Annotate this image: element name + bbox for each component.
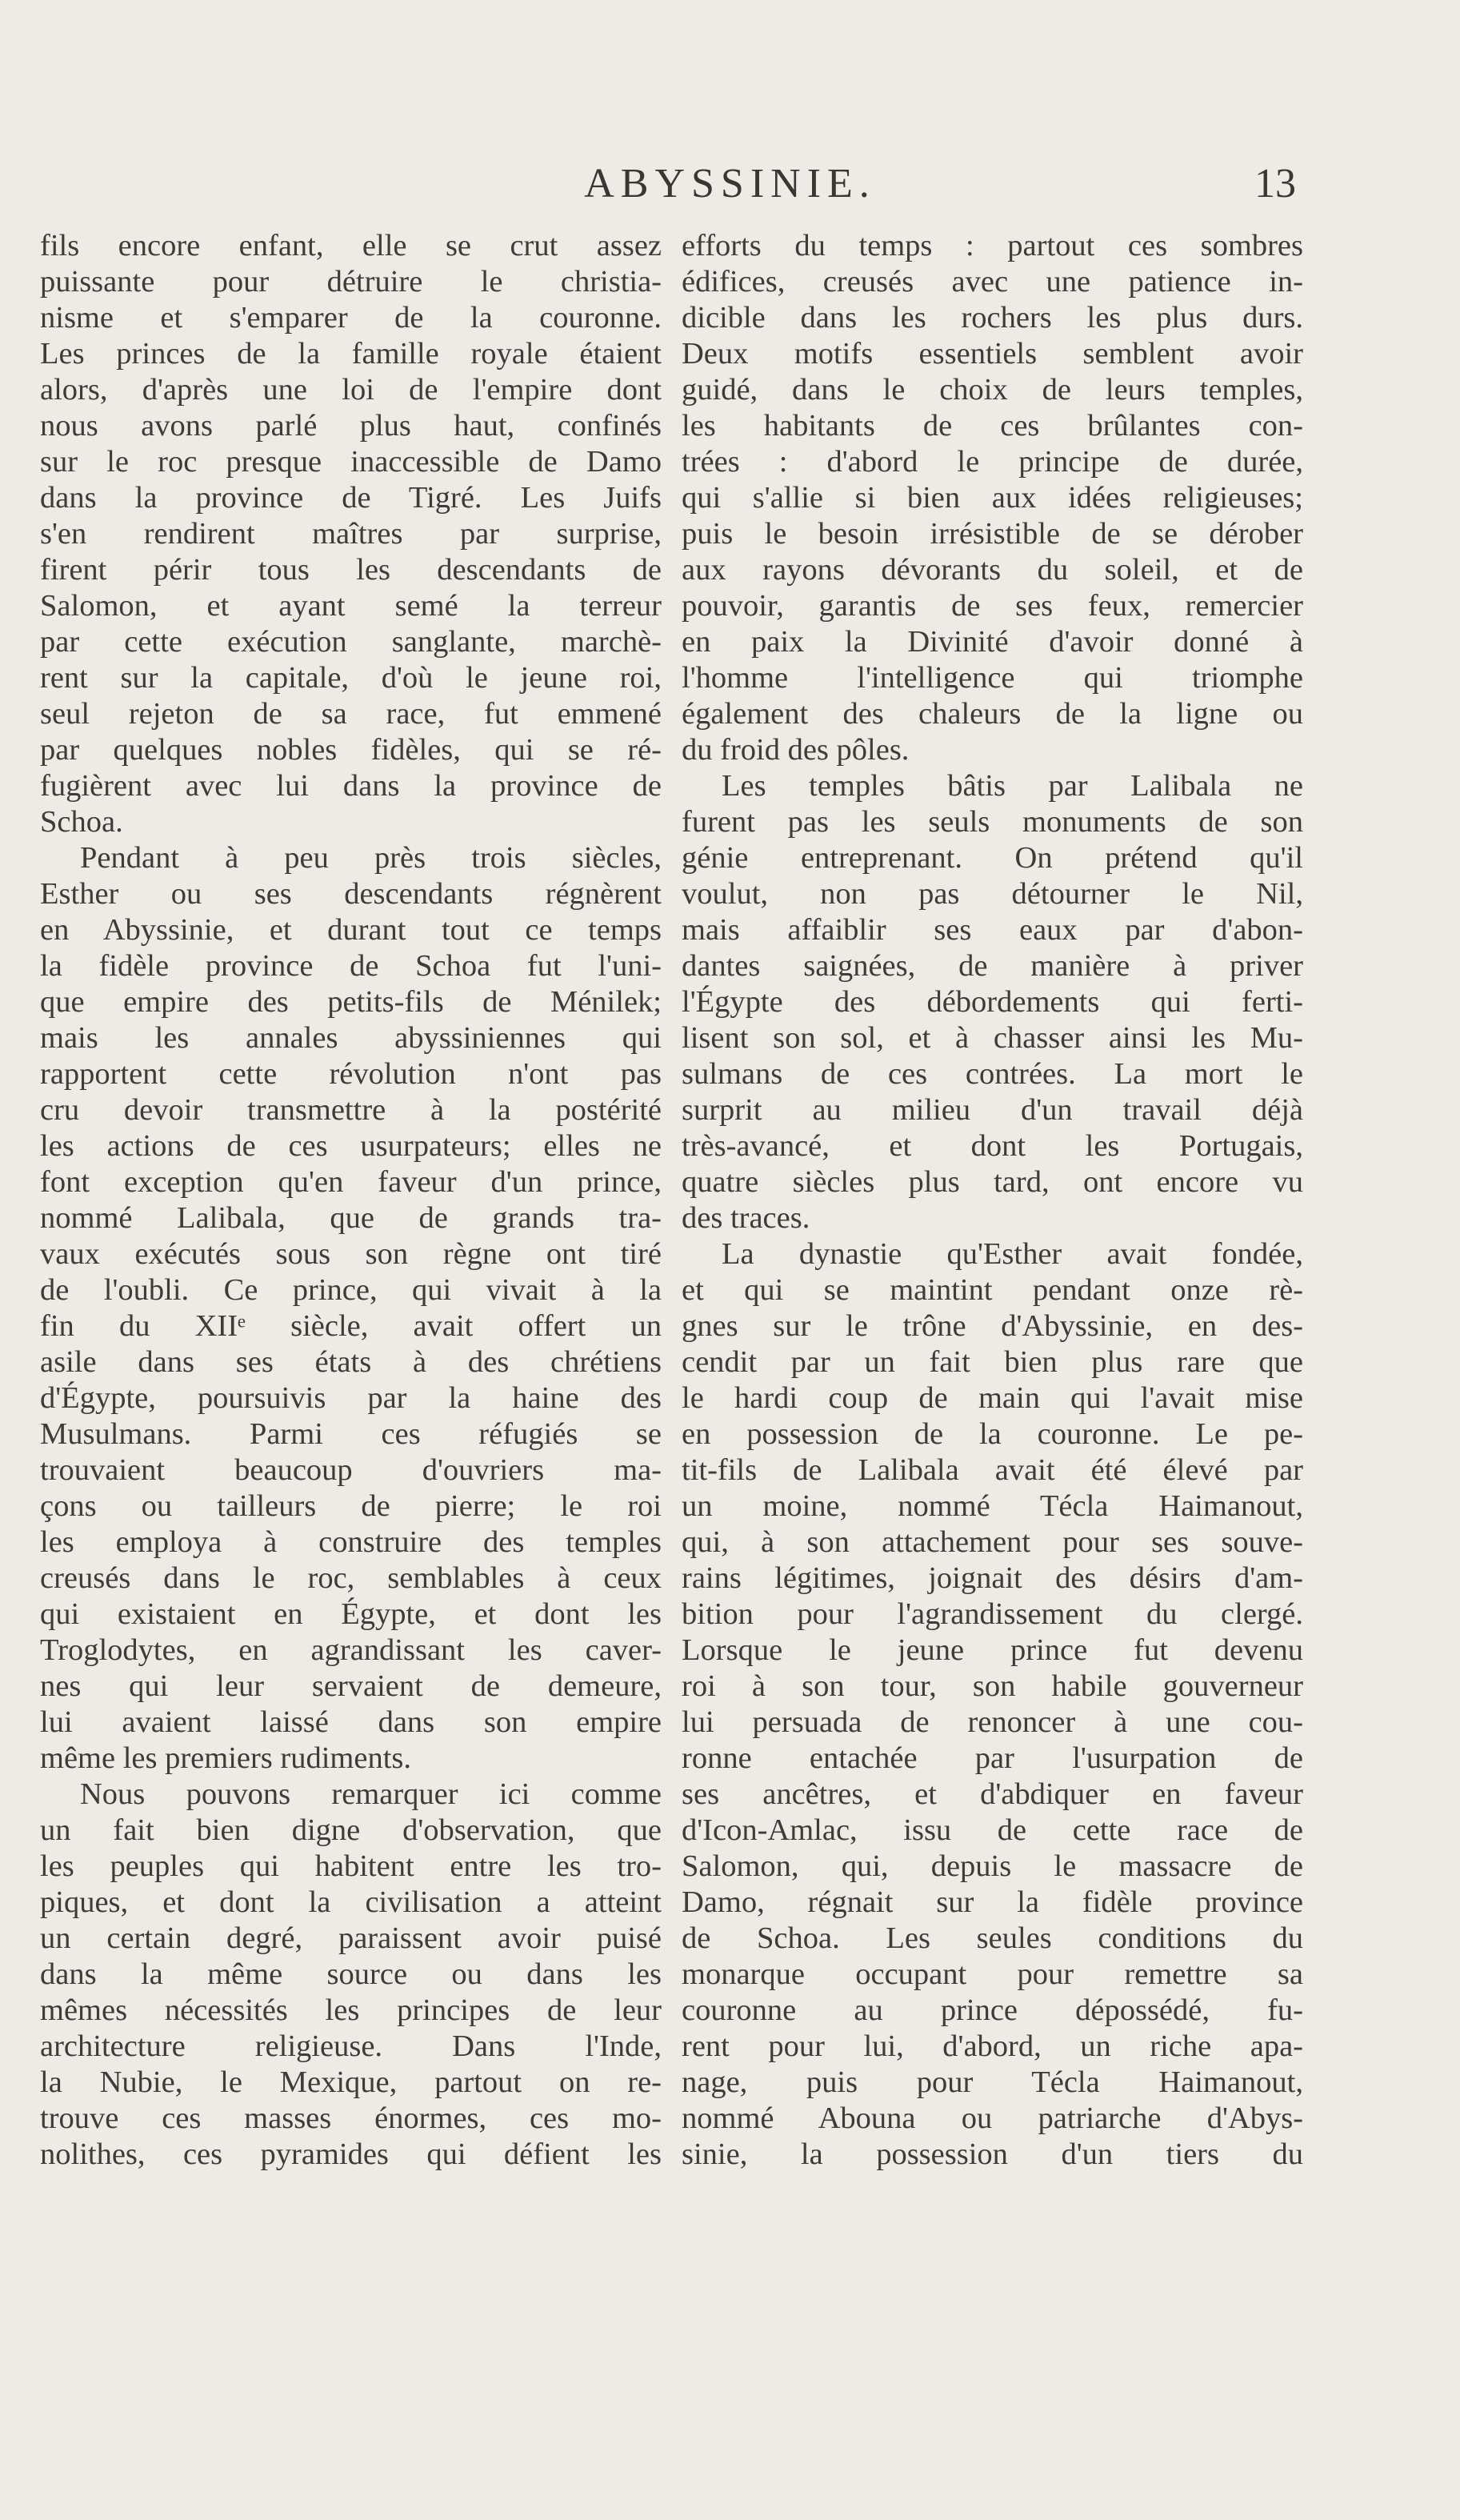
text-line: dicible dans les rochers les plus durs. [682, 301, 1303, 335]
text-line: par quelques nobles fidèles, qui se ré- [40, 733, 662, 767]
text-line: en Abyssinie, et durant tout ce temps [40, 913, 662, 947]
text-line: des traces. [682, 1201, 810, 1235]
text-line: dantes saignées, de manière à priver [682, 949, 1303, 983]
text-line: ses ancêtres, et d'abdiquer en faveur [682, 1777, 1303, 1811]
text-line: Les temples bâtis par Lalibala ne [722, 769, 1303, 803]
text-line: creusés dans le roc, semblables à ceux [40, 1561, 662, 1595]
text-line: fils encore enfant, elle se crut assez [40, 229, 662, 262]
text-line: font exception qu'en faveur d'un prince, [40, 1165, 662, 1199]
text-line: Salomon, qui, depuis le massacre de [682, 1849, 1303, 1883]
text-line: et qui se maintint pendant onze rè- [682, 1273, 1303, 1307]
text-line: l'Égypte des débordements qui ferti- [682, 985, 1303, 1019]
right-text-column [682, 228, 1303, 2173]
left-text-column [40, 228, 662, 2173]
text-line: qui, à son attachement pour ses souve- [682, 1525, 1303, 1559]
text-line: Troglodytes, en agrandissant les caver- [40, 1633, 662, 1667]
text-line: Musulmans. Parmi ces réfugiés se [40, 1417, 662, 1451]
text-line: un certain degré, paraissent avoir puisé [40, 1921, 662, 1955]
text-line: mais les annales abyssiniennes qui [40, 1021, 662, 1055]
text-line: rapportent cette révolution n'ont pas [40, 1057, 662, 1091]
text-line: mais affaiblir ses eaux par d'abon- [682, 913, 1303, 947]
text-line: dans la même source ou dans les [40, 1957, 662, 1991]
text-line: qui s'allie si bien aux idées religieuses; [682, 481, 1303, 515]
text-line: lisent son sol, et à chasser ainsi les Mu- [682, 1021, 1303, 1055]
text-line: Pendant à peu près trois siècles, [80, 841, 662, 875]
text-line: trouve ces masses énormes, ces mo- [40, 2101, 662, 2135]
text-line: un moine, nommé Técla Haimanout, [682, 1489, 1303, 1523]
text-line: bition pour l'agrandissement du clergé. [682, 1597, 1303, 1631]
text-line: nage, puis pour Técla Haimanout, [682, 2065, 1303, 2099]
text-line: quatre siècles plus tard, ont encore vu [682, 1165, 1303, 1199]
text-line: dans la province de Tigré. Les Juifs [40, 481, 662, 515]
text-line: sulmans de ces contrées. La mort le [682, 1057, 1303, 1091]
text-line: par cette exécution sanglante, marchè- [40, 625, 662, 659]
text-line: de l'oubli. Ce prince, qui vivait à la [40, 1273, 662, 1307]
text-line: même les premiers rudiments. [40, 1741, 412, 1775]
text-line: fugièrent avec lui dans la province de [40, 769, 662, 803]
text-line: efforts du temps : partout ces sombres [682, 229, 1303, 262]
text-line: cru devoir transmettre à la postérité [40, 1093, 662, 1127]
text-line: Schoa. [40, 805, 123, 839]
text-line: de Schoa. Les seules conditions du [682, 1921, 1303, 1955]
text-line: trées : d'abord le principe de durée, [682, 445, 1303, 479]
text-line: la Nubie, le Mexique, partout on re- [40, 2065, 662, 2099]
text-line: furent pas les seuls monuments de son [682, 805, 1303, 839]
text-line: sinie, la possession d'un tiers du [682, 2137, 1303, 2171]
text-line: nolithes, ces pyramides qui défient les [40, 2137, 662, 2171]
text-line: rains légitimes, joignait des désirs d'am- [682, 1561, 1303, 1595]
page-header [0, 160, 1460, 216]
text-line: mêmes nécessités les principes de leur [40, 1993, 662, 2027]
text-line: également des chaleurs de la ligne ou [682, 697, 1303, 731]
text-line: Lorsque le jeune prince fut devenu [682, 1633, 1303, 1667]
text-line: nommé Abouna ou patriarche d'Abys- [682, 2101, 1303, 2135]
text-line: s'en rendirent maîtres par surprise, [40, 517, 662, 551]
text-line: surprit au milieu d'un travail déjà [682, 1093, 1303, 1127]
text-line: les peuples qui habitent entre les tro- [40, 1849, 662, 1883]
text-line: génie entreprenant. On prétend qu'il [682, 841, 1303, 875]
text-line: trouvaient beaucoup d'ouvriers ma- [40, 1453, 662, 1487]
text-line: très-avancé, et dont les Portugais, [682, 1129, 1303, 1163]
text-line: nisme et s'emparer de la couronne. [40, 301, 662, 335]
text-line: le hardi coup de main qui l'avait mise [682, 1381, 1303, 1415]
text-line: Les princes de la famille royale étaient [40, 337, 662, 371]
text-line: seul rejeton de sa race, fut emmené [40, 697, 662, 731]
text-line: guidé, dans le choix de leurs temples, [682, 373, 1303, 407]
text-line: édifices, creusés avec une patience in- [682, 265, 1303, 298]
text-line: couronne au prince dépossédé, fu- [682, 1993, 1303, 2027]
text-line: alors, d'après une loi de l'empire dont [40, 373, 662, 407]
text-line: monarque occupant pour remettre sa [682, 1957, 1303, 1991]
text-line: d'Icon-Amlac, issu de cette race de [682, 1813, 1303, 1847]
text-line: gnes sur le trône d'Abyssinie, en des- [682, 1309, 1303, 1343]
text-line: asile dans ses états à des chrétiens [40, 1345, 662, 1379]
text-line: les actions de ces usurpateurs; elles ne [40, 1129, 662, 1163]
text-line: nes qui leur servaient de demeure, [40, 1669, 662, 1703]
text-line: la fidèle province de Schoa fut l'uni- [40, 949, 662, 983]
text-line: rent pour lui, d'abord, un riche apa- [682, 2029, 1303, 2063]
text-line: l'homme l'intelligence qui triomphe [682, 661, 1303, 695]
text-line: piques, et dont la civilisation a atteint [40, 1885, 662, 1919]
text-line: Salomon, et ayant semé la terreur [40, 589, 662, 623]
text-line: un fait bien digne d'observation, que [40, 1813, 662, 1847]
text-line: vaux exécutés sous son règne ont tiré [40, 1237, 662, 1271]
text-line: lui avaient laissé dans son empire [40, 1705, 662, 1739]
text-line: puis le besoin irrésistible de se dérober [682, 517, 1303, 551]
text-line: qui existaient en Égypte, et dont les [40, 1597, 662, 1631]
text-line: lui persuada de renoncer à une cou- [682, 1705, 1303, 1739]
text-line: voulut, non pas détourner le Nil, [682, 877, 1303, 911]
text-line: en possession de la couronne. Le pe- [682, 1417, 1303, 1451]
text-line: fin du XIIᵉ siècle, avait offert un [40, 1309, 662, 1343]
running-title: ABYSSINIE. [584, 161, 876, 206]
text-line: Deux motifs essentiels semblent avoir [682, 337, 1303, 371]
text-line: nous avons parlé plus haut, confinés [40, 409, 662, 443]
text-line: du froid des pôles. [682, 733, 910, 767]
text-line: La dynastie qu'Esther avait fondée, [722, 1237, 1303, 1271]
text-line: ronne entachée par l'usurpation de [682, 1741, 1303, 1775]
text-line: en paix la Divinité d'avoir donné à [682, 625, 1303, 659]
text-line: nommé Lalibala, que de grands tra- [40, 1201, 662, 1235]
text-line: Damo, régnait sur la fidèle province [682, 1885, 1303, 1919]
page-number: 13 [1254, 161, 1296, 206]
text-line: sur le roc presque inaccessible de Damo [40, 445, 662, 479]
text-line: Nous pouvons remarquer ici comme [80, 1777, 662, 1811]
text-line: puissante pour détruire le christia- [40, 265, 662, 298]
text-line: cendit par un fait bien plus rare que [682, 1345, 1303, 1379]
text-line: architecture religieuse. Dans l'Inde, [40, 2029, 662, 2063]
text-line: çons ou tailleurs de pierre; le roi [40, 1489, 662, 1523]
text-line: rent sur la capitale, d'où le jeune roi, [40, 661, 662, 695]
text-line: pouvoir, garantis de ses feux, remercier [682, 589, 1303, 623]
text-line: firent périr tous les descendants de [40, 553, 662, 587]
text-line: roi à son tour, son habile gouverneur [682, 1669, 1303, 1703]
text-line: Esther ou ses descendants régnèrent [40, 877, 662, 911]
text-line: les habitants de ces brûlantes con- [682, 409, 1303, 443]
text-line: aux rayons dévorants du soleil, et de [682, 553, 1303, 587]
text-line: que empire des petits-fils de Ménilek; [40, 985, 662, 1019]
text-line: d'Égypte, poursuivis par la haine des [40, 1381, 662, 1415]
text-line: les employa à construire des temples [40, 1525, 662, 1559]
text-line: tit-fils de Lalibala avait été élevé par [682, 1453, 1303, 1487]
